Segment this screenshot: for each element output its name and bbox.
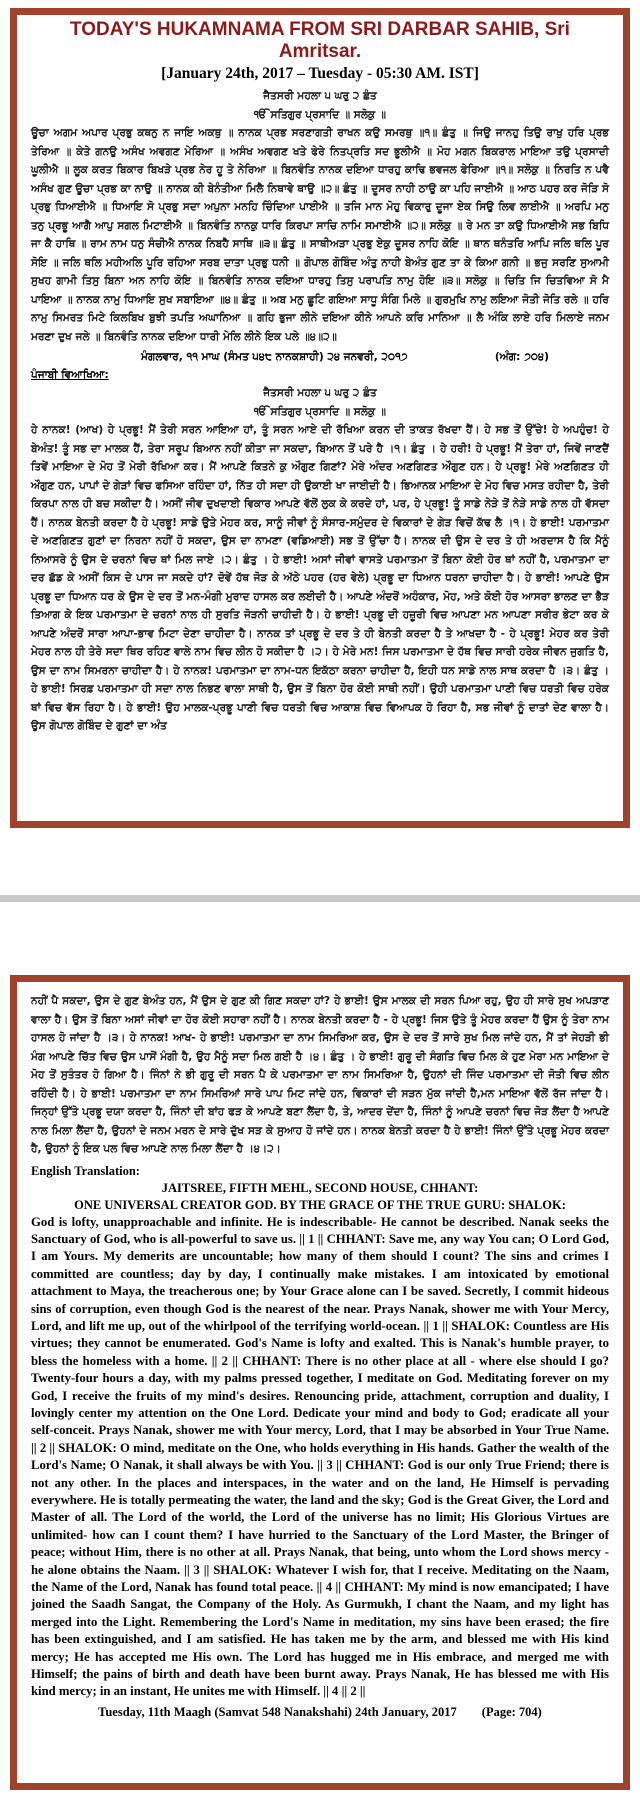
date-line: [January 24th, 2017 – Tuesday - 05:30 AM. IST] bbox=[161, 65, 479, 82]
english-footer-date: Tuesday, 11th Maagh (Samvat 548 Nanakshahi) 24th January, 2017 bbox=[98, 1704, 457, 1719]
english-footer-page: (Page: 704) bbox=[481, 1704, 542, 1719]
hukamnama-page-top bbox=[10, 8, 630, 828]
english-footer bbox=[31, 1703, 609, 1721]
gurbani-date-row bbox=[31, 346, 609, 366]
gurbani-ang: (ਅੰਗ: ੭੦੪) bbox=[494, 351, 549, 363]
punjabi-heading-2: ੴ ਸਤਿਗੁਰ ਪ੍ਰਸਾਦਿ ॥ ਸਲੋਕੁ ॥ bbox=[253, 405, 387, 418]
english-heading-2: ONE UNIVERSAL CREATOR GOD. BY THE GRACE OF THE TRUE GURU: SHALOK: bbox=[74, 1197, 566, 1212]
english-text: God is lofty, unapproachable and infinite. He is indescribable- He cannot be described. Nanak seeks the Sanctuary of God, who is all-powerful to save us. || 1 || CHHANT: Save me, any way You can; O Lord God, I am Yours. My demerits are uncountable; how many of them should I count? The sins and crimes I committed are countless; day by day, I continually make mistakes. I am intoxicated by emotional attachment to Maya, the treacherous one; by Your Grace alone can I be saved. Secretly, I commit hideous sins of corruption, even though God is the nearest of the near. Prays Nanak, shower me with Your Mercy, Lord, and lift me up, out of the whirlpool of the terrifying world-ocean. || 1 || SHALOK: Countless are His virtues; they cannot be enumerated. God's Name is lofty and exalted. This is Nanak's humble prayer, to bless the homeless with a home. || 2 || CHHANT: There is no other place at all - where else should I go? Twenty-four hours a day, with my palms pressed together, I meditate on God. Meditating forever on my God, I receive the fruits of my mind's desires. Renouncing pride, attachment, corruption and duality, I lovingly center my attention on the One Lord. Dedicate your mind and body to God; eradicate all your self-conceit. Prays Nanak, shower me with Your mercy, Lord, that I may be absorbed in Your True Name. || 2 || SHALOK: O mind, meditate on the One, who holds everything in His hands. Gather the wealth of the Lord's Name; O Nanak, it shall always be with You. || 3 || CHHANT: God is our only True Friend; there is not any other. In the places and interspaces, in the water and on the land, He Himself is pervading everywhere. He is totally permeating the water, the land and the sky; God is the Great Giver, the Lord and Master of all. The Lord of the world, the Lord of the universe has no limit; His Glorious Virtues are unlimited- how can I count them? I have hurried to the Sanctuary of the Lord Master, the Bringer of peace; without Him, there is no other at all. Prays Nanak, that being, unto whom the Lord shows mercy - he alone obtains the Naam. || 3 || SHALOK: Whatever I wish for, that I receive. Meditating on the Naam, the Name of the Lord, Nanak has found total peace. || 4 || CHHANT: My mind is now emancipated; I have joined the Saadh Sangat, the Company of the Holy. As Gurmukh, I chant the Naam, and my light has merged into the Light. Remembering the Lord's Name in meditation, my sins have been erased; the fire has been extinguished, and I am satisfied. He has taken me by the arm, and blessed me with His kind mercy; He has accepted me His own. The Lord has hugged me in His embrace, and merged me with Himself; the pains of birth and death have been burnt away. Prays Nanak, He has blessed me with His kind mercy; in an instant, He unites me with Himself. || 4 || 2 || bbox=[31, 1214, 609, 1699]
punjabi-heading-1: ਜੈਤਸਰੀ ਮਹਲਾ ੫ ਘਰੁ ੨ ਛੰਤ bbox=[263, 387, 377, 399]
gurbani-date: ਮੰਗਲਵਾਰ, ੧੧ ਮਾਘ (ਸੰਮਤ ੫੪੮ ਨਾਨਕਸ਼ਾਹੀ) ੨੪ ਜਨਵਰੀ, ੨੦੧੭ bbox=[141, 351, 408, 363]
english-section-label: English Translation: bbox=[31, 1163, 140, 1178]
punjabi-text-part-1: ਹੇ ਨਾਨਕ! (ਆਖ) ਹੇ ਪ੍ਰਭੂ! ਮੈਂ ਤੇਰੀ ਸਰਨ ਆਇਆ ਹਾਂ, ਤੂੰ ਸਰਨ ਆਏ ਦੀ ਰੱਖਿਆ ਕਰਨ ਦੀ ਤਾਕਤ ਰੱਖਦਾ ਹੈਂ। ਹੇ ਸਭ ਤੋਂ ਉੱਚੇ! ਹੇ ਅਪਹੁੰਚ! ਹੇ ਬੇਅੰਤ! ਤੂੰ ਸਭ ਦਾ ਮਾਲਕ ਹੈਂ, ਤੇਰਾ ਸਰੂਪ ਬਿਆਨ ਨਹੀਂ ਕੀਤਾ ਜਾ ਸਕਦਾ, ਬਿਆਨ ਤੋਂ ਪਰੇ ਹੈ ।੧। ਛੰਤੁ । ਹੇ ਹਰੀ! ਹੇ ਪ੍ਰਭੂ! ਮੈਂ ਤੇਰਾ ਹਾਂ, ਜਿਵੇਂ ਜਾਣਦੈਂ ਤਿਵੇਂ ਮਾਇਆ ਦੇ ਮੋਹ ਤੋਂ ਮੇਰੀ ਰੱਖਿਆ ਕਰ। ਮੈਂ ਆਪਣੇ ਕਿਤਨੇ ਕੁ ਔਗੁਣ ਗਿਣਾਂ? ਮੇਰੇ ਅੰਦਰ ਅਣਗਿਣਤ ਔਗੁਣ ਹਨ। ਹੇ ਪ੍ਰਭੂ! ਮੇਰੇ ਅਣਗਿਣਤ ਹੀ ਔਗੁਣ ਹਨ, ਪਾਪਾਂ ਦੇ ਗੇੜਾਂ ਵਿਚ ਫਸਿਆ ਰਹਿੰਦਾ ਹਾਂ, ਨਿੱਤ ਹੀ ਸਦਾ ਹੀ ਉਕਾਈ ਖਾ ਜਾਈਦੀ ਹੈ। ਭਿਆਨਕ ਮਾਇਆ ਦੇ ਮੋਹ ਵਿਚ ਮਸਤ ਰਹੀਦਾ ਹੈ, ਤੇਰੀ ਕਿਰਪਾ ਨਾਲ ਹੀ ਬਚ ਸਕੀਦਾ ਹੈ। ਅਸੀਂ ਜੀਵ ਦੁਖਦਾਈ ਵਿਕਾਰ ਆਪਣੇ ਵੱਲੋਂ ਲੁਕ ਕੇ ਕਰਦੇ ਹਾਂ, ਪਰ, ਹੇ ਪ੍ਰਭੂ! ਤੂੰ ਸਾਡੇ ਨੇੜੇ ਤੋਂ ਨੇੜੇ ਸਾਡੇ ਨਾਲ ਹੀ ਵੱਸਦਾ ਹੈਂ। ਨਾਨਕ ਬੇਨਤੀ ਕਰਦਾ ਹੈ ਹੇ ਪ੍ਰਭੂ! ਸਾਡੇ ਉਤੇ ਮੇਹਰ ਕਰ, ਸਾਨੂੰ ਜੀਵਾਂ ਨੂੰ ਸੰਸਾਰ-ਸਮੁੰਦਰ ਦੇ ਵਿਕਾਰਾਂ ਦੇ ਗੇੜ ਵਿਚੋਂ ਕੱਢ ਲੈ ।੧। ਹੇ ਭਾਈ! ਪਰਮਾਤਮਾ ਦੇ ਅਣਗਿਣਤ ਗੁਣਾਂ ਦਾ ਨਿਰਨਾ ਨਹੀਂ ਹੋ ਸਕਦਾ, ਉਸ ਦਾ ਨਾਮਣਾ (ਵਡਿਆਈ) ਸਭ ਤੋਂ ਉੱਚਾ ਹੈ। ਨਾਨਕ ਦੀ ਉਸ ਦੇ ਦਰ ਤੇ ਹੀ ਅਰਦਾਸ ਹੈ ਕਿ ਮੈਨੂੰ ਨਿਆਸਰੇ ਨੂੰ ਉਸ ਦੇ ਚਰਨਾਂ ਵਿਚ ਥਾਂ ਮਿਲ ਜਾਏ ।੨। ਛੰਤੁ । ਹੇ ਭਾਈ! ਅਸਾਂ ਜੀਵਾਂ ਵਾਸਤੇ ਪਰਮਾਤਮਾ ਤੋਂ ਬਿਨਾ ਕੋਈ ਹੋਰ ਥਾਂ ਨਹੀਂ ਹੈ, ਪਰਮਾਤਮਾ ਦਾ ਦਰ ਛੱਡ ਕੇ ਅਸੀਂ ਕਿਸ ਦੇ ਪਾਸ ਜਾ ਸਕਦੇ ਹਾਂ? ਦੋਵੇਂ ਹੱਥ ਜੋੜ ਕੇ ਅੱਠੇ ਪਹਰ (ਹਰ ਵੇਲੇ) ਪ੍ਰਭੂ ਦਾ ਧਿਆਨ ਧਰਨਾ ਚਾਹੀਦਾ ਹੈ। ਹੇ ਭਾਈ! ਆਪਣੇ ਉਸ ਪ੍ਰਭੂ ਦਾ ਧਿਆਨ ਧਰ ਕੇ ਉਸ ਦੇ ਦਰ ਤੋਂ ਮਨ-ਮੰਗੀ ਮੁਰਾਦ ਹਾਸਲ ਕਰ ਲਈਦੀ ਹੈ। ਆਪਣੇ ਅੰਦਰੋਂ ਅਹੰਕਾਰ, ਮੋਹ, ਅਤੇ ਕੋਈ ਹੋਰ ਆਸਰਾ ਭਾਲਣ ਦਾ ਭੈੜ ਤਿਆਗ ਕੇ ਇਕ ਪਰਮਾਤਮਾ ਦੇ ਚਰਨਾਂ ਨਾਲ ਹੀ ਸੁਰਤਿ ਜੋੜਨੀ ਚਾਹੀਦੀ ਹੈ। ਹੇ ਭਾਈ! ਪ੍ਰਭੂ ਦੀ ਹਜ਼ੂਰੀ ਵਿਚ ਆਪਣਾ ਮਨ ਆਪਣਾ ਸਰੀਰ ਭੇਟਾ ਕਰ ਕੇ ਆਪਣੇ ਅੰਦਰੋਂ ਸਾਰਾ ਆਪਾ-ਭਾਵ ਮਿਟਾ ਦੇਣਾ ਚਾਹੀਦਾ ਹੈ। ਨਾਨਕ ਤਾਂ ਪ੍ਰਭੂ ਦੇ ਦਰ ਤੇ ਹੀ ਬੇਨਤੀ ਕਰਦਾ ਹੈ ਤੇ ਆਖਦਾ ਹੈ - ਹੇ ਪ੍ਰਭੂ! ਮੇਹਰ ਕਰ ਤੇਰੀ ਮੇਹਰ ਨਾਲ ਹੀ ਤੇਰੇ ਸਦਾ ਥਿਰ ਰਹਿਣ ਵਾਲੇ ਨਾਮ ਵਿਚ ਲੀਨ ਹੋ ਸਕੀਦਾ ਹੈ ।੨। ਹੇ ਮੇਰੇ ਮਨ! ਜਿਸ ਪਰਮਾਤਮਾ ਦੇ ਹੱਥ ਵਿਚ ਸਾਰੀ ਹਰੇਕ ਜੀਵਨ ਜੁਗਤਿ ਹੈ, ਉਸ ਦਾ ਨਾਮ ਸਿਮਰਨਾ ਚਾਹੀਦਾ ਹੈ। ਹੇ ਨਾਨਕ! ਪਰਮਾਤਮਾ ਦਾ ਨਾਮ-ਧਨ ਇਕੱਠਾ ਕਰਨਾ ਚਾਹੀਦਾ ਹੈ, ਇਹੀ ਧਨ ਸਾਡੇ ਨਾਲ ਸਾਥ ਕਰਦਾ ਹੈ ।੩। ਛੰਤੁ । ਹੇ ਭਾਈ! ਸਿਰਫ਼ ਪਰਮਾਤਮਾ ਹੀ ਸਦਾ ਨਾਲ ਨਿਭਣ ਵਾਲਾ ਸਾਥੀ ਹੈ, ਉਸ ਤੋਂ ਬਿਨਾ ਹੋਰ ਕੋਈ ਸਾਥੀ ਨਹੀਂ। ਉਹੀ ਪਰਮਾਤਮਾ ਪਾਣੀ ਵਿਚ ਧਰਤੀ ਵਿਚ ਹਰੇਕ ਥਾਂ ਵਿਚ ਵੱਸ ਰਿਹਾ ਹੈ। ਹੇ ਭਾਈ! ਉਹ ਮਾਲਕ-ਪ੍ਰਭੂ ਪਾਣੀ ਵਿਚ ਧਰਤੀ ਵਿਚ ਆਕਾਸ਼ ਵਿਚ ਵਿਆਪਕ ਹੋ ਰਿਹਾ ਹੈ, ਸਭ ਜੀਵਾਂ ਨੂੰ ਦਾਤਾਂ ਦੇਣ ਵਾਲਾ ਹੈ। ਉਸ ਗੋਪਾਲ ਗੋਬਿੰਦ ਦੇ ਗੁਣਾਂ ਦਾ ਅੰਤ bbox=[31, 424, 609, 732]
gurbani-heading-1: ਜੈਤਸਰੀ ਮਹਲਾ ੫ ਘਰੁ ੨ ਛੰਤ bbox=[263, 90, 377, 102]
punjabi-section-label: ਪੰਜਾਬੀ ਵਿਆਖਿਆ: bbox=[31, 369, 109, 381]
gurbani-heading-2: ੴ ਸਤਿਗੁਰ ਪ੍ਰਸਾਦਿ ॥ ਸਲੋਕੁ ॥ bbox=[253, 108, 387, 121]
page-title: TODAY'S HUKAMNAMA FROM SRI DARBAR SAHIB, Sri Amritsar. bbox=[70, 19, 570, 62]
gurbani-text: ਊਚਾ ਅਗਮ ਅਪਾਰ ਪ੍ਰਭੁ ਕਥਨੁ ਨ ਜਾਇ ਅਕਥੁ ॥ ਨਾਨਕ ਪ੍ਰਭ ਸਰਣਾਗਤੀ ਰਾਖਨ ਕਉ ਸਮਰਥੁ ॥੧॥ ਛੰਤੁ ॥ ਜਿਉ ਜਾਨਹੁ ਤਿਉ ਰਾਖੁ ਹਰਿ ਪ੍ਰਭ ਤੇਰਿਆ ॥ ਕੇਤੇ ਗਨਉ ਅਸੰਖ ਅਵਗਣ ਮੇਰਿਆ ॥ ਅਸੰਖ ਅਵਗਣ ਖਤੇ ਫੇਰੇ ਨਿਤਪ੍ਰਤਿ ਸਦ ਭੂਲੀਐ ॥ ਮੋਹ ਮਗਨ ਬਿਕਰਾਲ ਮਾਇਆ ਤਉ ਪ੍ਰਸਾਦੀ ਘੂਲੀਐ ॥ ਲੂਕ ਕਰਤ ਬਿਕਾਰ ਬਿਖੜੇ ਪ੍ਰਭ ਨੇਰ ਹੂ ਤੇ ਨੇਰਿਆ ॥ ਬਿਨਵੰਤਿ ਨਾਨਕ ਦਇਆ ਧਾਰਹੁ ਕਾਢਿ ਭਵਜਲ ਫੇਰਿਆ ॥੧॥ ਸਲੋਕੁ ॥ ਨਿਰਤਿ ਨ ਪਵੈ ਅਸੰਖ ਗੁਣ ਊਚਾ ਪ੍ਰਭ ਕਾ ਨਾਉ ॥ ਨਾਨਕ ਕੀ ਬੇਨੰਤੀਆ ਮਿਲੈ ਨਿਥਾਵੇ ਥਾਉ ॥੨॥ ਛੰਤੁ ॥ ਦੂਸਰ ਨਾਹੀ ਠਾਉ ਕਾ ਪਹਿ ਜਾਈਐ ॥ ਆਠ ਪਹਰ ਕਰ ਜੋੜਿ ਸੋ ਪ੍ਰਭੁ ਧਿਆਈਐ ॥ ਧਿਆਇ ਸੋ ਪ੍ਰਭੁ ਸਦਾ ਅਪੁਨਾ ਮਨਹਿ ਚਿੰਦਿਆ ਪਾਈਐ ॥ ਤਜਿ ਮਾਨ ਮੋਹੁ ਵਿਕਾਰੁ ਦੂਜਾ ਏਕ ਸਿਉ ਲਿਵ ਲਾਈਐ ॥ ਅਰਪਿ ਮਨੁ ਤਨੁ ਪ੍ਰਭੂ ਆਗੈ ਆਪੁ ਸਗਲ ਮਿਟਾਈਐ ॥ ਬਿਨਵੰਤਿ ਨਾਨਕੁ ਧਾਰਿ ਕਿਰਪਾ ਸਾਚਿ ਨਾਮਿ ਸਮਾਈਐ ॥੨॥ ਸਲੋਕੁ ॥ ਰੇ ਮਨ ਤਾ ਕਉ ਧਿਆਈਐ ਸਭ ਬਿਧਿ ਜਾ ਕੈ ਹਾਥਿ ॥ ਰਾਮ ਨਾਮ ਧਨੁ ਸੰਚੀਐ ਨਾਨਕ ਨਿਬਹੈ ਸਾਥਿ ॥੩॥ ਛੰਤੁ ॥ ਸਾਥੀਅੜਾ ਪ੍ਰਭੁ ਏਕੁ ਦੂਸਰ ਨਾਹਿ ਕੋਇ ॥ ਥਾਨ ਥਨੰਤਰਿ ਆਪਿ ਜਲਿ ਥਲਿ ਪੂਰ ਸੋਇ ॥ ਜਲਿ ਥਲਿ ਮਹੀਅਲਿ ਪੂਰਿ ਰਹਿਆ ਸਰਬ ਦਾਤਾ ਪ੍ਰਭੁ ਧਨੀ ॥ ਗੋਪਾਲ ਗੋਬਿੰਦ ਅੰਤੁ ਨਾਹੀ ਬੇਅੰਤ ਗੁਣ ਤਾ ਕੇ ਕਿਆ ਗਨੀ ॥ ਭਜੁ ਸਰਣਿ ਸੁਆਮੀ ਸੁਖਹ ਗਾਮੀ ਤਿਸੁ ਬਿਨਾ ਅਨ ਨਾਹਿ ਕੋਇ ॥ ਬਿਨਵੰਤਿ ਨਾਨਕ ਦਇਆ ਧਾਰਹੁ ਤਿਸੁ ਪਰਾਪਤਿ ਨਾਮੁ ਹੋਇ ॥੩॥ ਸਲੋਕੁ ॥ ਚਿਤਿ ਜਿ ਚਿਤਵਿਆ ਸੋ ਮੈ ਪਾਇਆ ॥ ਨਾਨਕ ਨਾਮੁ ਧਿਆਇ ਸੁਖ ਸਬਾਇਆ ॥੪॥ ਛੰਤੁ ॥ ਅਬ ਮਨੁ ਛੂਟਿ ਗਇਆ ਸਾਧੂ ਸੰਗਿ ਮਿਲੇ ॥ ਗੁਰਮੁਖਿ ਨਾਮੁ ਲਇਆ ਜੋਤੀ ਜੋਤਿ ਰਲੇ ॥ ਹਰਿ ਨਾਮੁ ਸਿਮਰਤ ਮਿਟੇ ਕਿਲਬਿਖ ਬੁਝੀ ਤਪਤਿ ਅਘਾਨਿਆ ॥ ਗਹਿ ਭੁਜਾ ਲੀਨੇ ਦਇਆ ਕੀਨੇ ਆਪਨੇ ਕਰਿ ਮਾਨਿਆ ॥ ਲੈ ਅੰਕਿ ਲਾਏ ਹਰਿ ਮਿਲਾਏ ਜਨਮ ਮਰਣਾ ਦੁਖ ਜਲੇ ॥ ਬਿਨਵੰਤਿ ਨਾਨਕ ਦਇਆ ਧਾਰੀ ਮੇਲਿ ਲੀਨੇ ਇਕ ਪਲੇ ॥੪॥੨॥ bbox=[31, 127, 610, 343]
hukamnama-page-bottom bbox=[10, 975, 630, 1790]
english-heading-1: JAITSREE, FIFTH MEHL, SECOND HOUSE, CHHANT: bbox=[161, 1180, 479, 1195]
page-divider bbox=[0, 895, 640, 902]
punjabi-text-part-2: ਨਹੀਂ ਪੈ ਸਕਦਾ, ਉਸ ਦੇ ਗੁਣ ਬੇਅੰਤ ਹਨ, ਮੈਂ ਉਸ ਦੇ ਗੁਣ ਕੀ ਗਿਣ ਸਕਦਾ ਹਾਂ? ਹੇ ਭਾਈ! ਉਸ ਮਾਲਕ ਦੀ ਸਰਨ ਪਿਆ ਰਹੁ, ਉਹ ਹੀ ਸਾਰੇ ਸੁਖ ਅਪੜਾਣ ਵਾਲਾ ਹੈ। ਉਸ ਤੋਂ ਬਿਨਾ ਅਸਾਂ ਜੀਵਾਂ ਦਾ ਹੋਰ ਕੋਈ ਸਹਾਰਾ ਨਹੀਂ ਹੈ। ਨਾਨਕ ਬੇਨਤੀ ਕਰਦਾ ਹੈ - ਹੇ ਪ੍ਰਭੂ! ਜਿਸ ਉਤੇ ਤੂੰ ਮੇਹਰ ਕਰਦਾ ਹੈਂ ਉਸ ਨੂੰ ਤੇਰਾ ਨਾਮ ਹਾਸਲ ਹੋ ਜਾਂਦਾ ਹੈ ।੩। ਹੇ ਨਾਨਕ! ਆਖ- ਹੇ ਭਾਈ! ਪਰਮਾਤਮਾ ਦਾ ਨਾਮ ਸਿਮਰਿਆ ਕਰ, ਉਸ ਦੇ ਦਰ ਤੋਂ ਸਾਰੇ ਸੁਖ ਮਿਲ ਜਾਂਦੇ ਹਨ, ਮੈਂ ਤਾਂ ਜੇਹੜੀ ਭੀ ਮੰਗ ਆਪਣੇ ਚਿੱਤ ਵਿਚ ਉਸ ਪਾਸੋਂ ਮੰਗੀ ਹੈ, ਉਹ ਮੈਨੂੰ ਸਦਾ ਮਿਲ ਗਈ ਹੈ ।੪। ਛੰਤੁ । ਹੇ ਭਾਈ! ਗੁਰੂ ਦੀ ਸੰਗਤਿ ਵਿਚ ਮਿਲ ਕੇ ਹੁਣ ਮੇਰਾ ਮਨ ਮਾਇਆ ਦੇ ਮੋਹ ਤੋਂ ਸੁਤੰਤਰ ਹੋ ਗਿਆ ਹੈ। ਜਿੰਨਾਂ ਨੇ ਭੀ ਗੁਰੂ ਦੀ ਸਰਨ ਪੈ ਕੇ ਪਰਮਾਤਮਾ ਦਾ ਨਾਮ ਸਿਮਰਿਆ ਹੈ, ਉਹਨਾਂ ਦੀ ਜਿੰਦ ਪਰਮਾਤਮਾ ਦੀ ਜੋਤੀ ਵਿਚ ਲੀਨ ਰਹਿੰਦੀ ਹੈ। ਹੇ ਭਾਈ! ਪਰਮਾਤਮਾ ਦਾ ਨਾਮ ਸਿਮਰਿਆਂ ਸਾਰੇ ਪਾਪ ਮਿਟ ਜਾਂਦੇ ਹਨ, ਵਿਕਾਰਾਂ ਦੀ ਸੜਨ ਮੁੱਕ ਜਾਂਦੀ ਹੈ,ਮਨ ਮਾਇਆ ਵੱਲੋਂ ਰੱਜ ਜਾਂਦਾ ਹੈ। ਜਿਨ੍ਹਾਂ ਉੱਤੇ ਪ੍ਰਭੂ ਦਯਾ ਕਰਦਾ ਹੈ, ਜਿੰਨਾਂ ਦੀ ਬਾਂਹ ਫੜ ਕੇ ਆਪਣੇ ਬਣਾ ਲੈਂਦਾ ਹੈ, ਤੇ, ਆਦਰ ਦੇਂਦਾ ਹੈ, ਜਿੰਨਾਂ ਨੂੰ ਆਪਣੇ ਚਰਨਾਂ ਵਿਚ ਜੋੜ ਲੈਂਦਾ ਹੈ ਆਪਣੇ ਨਾਲ ਮਿਲਾ ਲੈਂਦਾ ਹੈ, ਉਹਨਾਂ ਦੇ ਜਨਮ ਮਰਨ ਦੇ ਸਾਰੇ ਦੁੱਖ ਸੜ ਕੇ ਸੁਆਹ ਹੋ ਜਾਂਦੇ ਹਨ। ਨਾਨਕ ਬੇਨਤੀ ਕਰਦਾ ਹੈ ਹੇ ਭਾਈ! ਜਿੰਨਾਂ ਉੱਤੇ ਪ੍ਰਭੂ ਮੇਹਰ ਕਰਦਾ ਹੈ, ਉਹਨਾਂ ਨੂੰ ਇਕ ਪਲ ਵਿਚ ਆਪਣੇ ਨਾਲ ਮਿਲਾ ਲੈਂਦਾ ਹੈ ।੪।੨। bbox=[31, 995, 609, 1155]
